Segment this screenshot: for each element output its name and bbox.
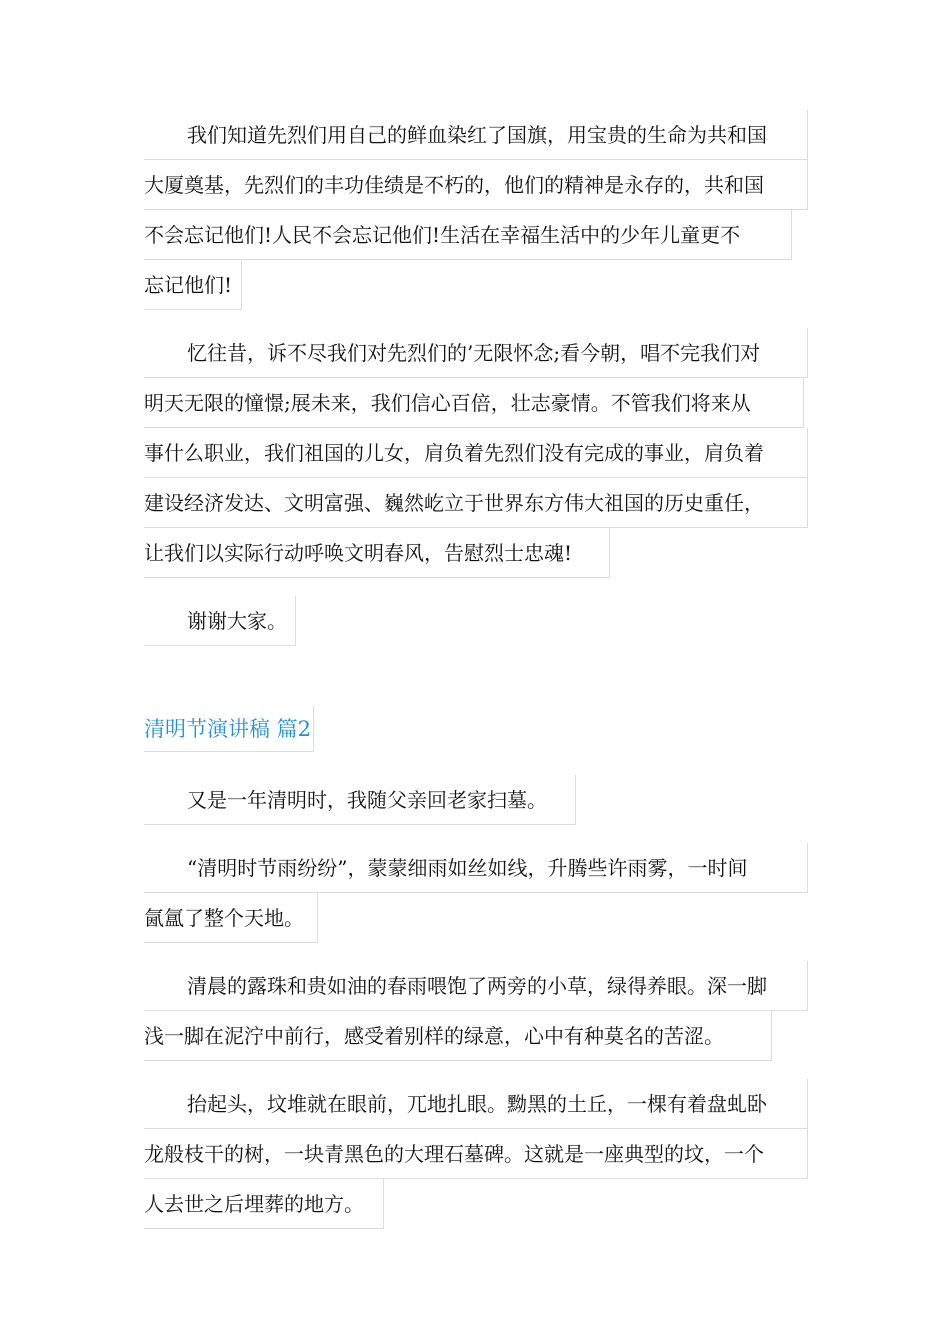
text-line: 清晨的露珠和贵如油的春雨喂饱了两旁的小草，绿得养眼。深一脚 <box>144 961 808 1011</box>
text-line: 谢谢大家。 <box>144 596 296 646</box>
text-line: 让我们以实际行动呼唤文明春风，告慰烈士忠魂! <box>144 528 610 578</box>
text-line: “清明时节雨纷纷”，蒙蒙细雨如丝如线，升腾些许雨雾，一时间 <box>144 843 808 893</box>
text-line: 建设经济发达、文明富强、巍然屹立于世界东方伟大祖国的历史重任， <box>144 478 808 528</box>
paragraph-tribute <box>144 110 808 310</box>
text-line: 明天无限的憧憬;展未来，我们信心百倍，壮志豪情。不管我们将来从 <box>144 378 804 428</box>
text-line: 龙般枝干的树，一块青黑色的大理石墓碑。这就是一座典型的坟，一个 <box>144 1129 808 1179</box>
text-line: 事什么职业，我们祖国的儿女，肩负着先烈们没有完成的事业，肩负着 <box>144 428 808 478</box>
section-heading: 清明节演讲稿 篇2 <box>144 706 314 752</box>
paragraph-return-home <box>144 775 808 825</box>
text-line: 又是一年清明时，我随父亲回老家扫墓。 <box>144 775 576 825</box>
paragraph-thanks <box>144 596 808 646</box>
text-line: 大厦奠基，先烈们的丰功佳绩是不朽的，他们的精神是永存的，共和国 <box>144 160 808 210</box>
paragraph-grave <box>144 1079 808 1229</box>
text-line: 浅一脚在泥泞中前行，感受着别样的绿意，心中有种莫名的苦涩。 <box>144 1011 772 1061</box>
text-line: 氤氲了整个天地。 <box>144 893 318 943</box>
text-line: 我们知道先烈们用自己的鲜血染红了国旗，用宝贵的生命为共和国 <box>144 110 808 160</box>
paragraph-grass <box>144 961 808 1061</box>
text-line: 忆往昔，诉不尽我们对先烈们的’无限怀念;看今朝，唱不完我们对 <box>144 328 808 378</box>
paragraph-rain <box>144 843 808 943</box>
paragraph-remembrance <box>144 328 808 578</box>
text-line: 忘记他们! <box>144 260 242 310</box>
text-line: 不会忘记他们!人民不会忘记他们!生活在幸福生活中的少年儿童更不 <box>144 210 792 260</box>
text-line: 人去世之后埋葬的地方。 <box>144 1179 384 1229</box>
text-line: 抬起头，坟堆就在眼前，兀地扎眼。黝黑的土丘，一棵有着盘虬卧 <box>144 1079 808 1129</box>
